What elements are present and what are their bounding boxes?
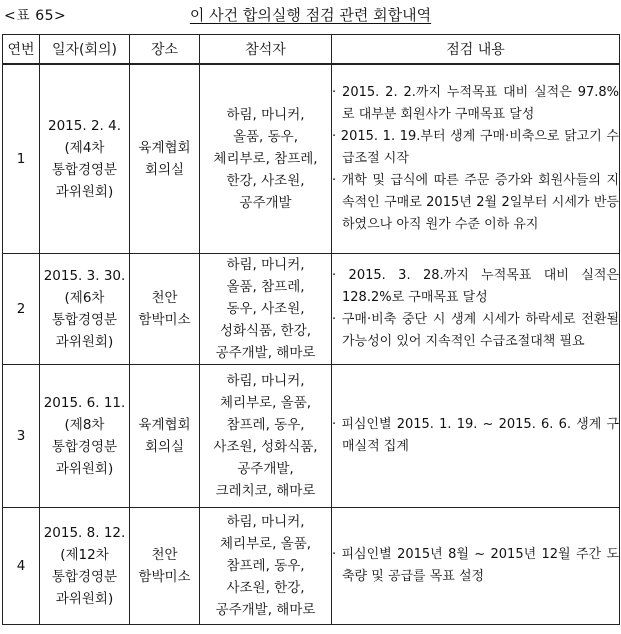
date-line: 과위원회) bbox=[55, 334, 114, 350]
cell-date bbox=[40, 64, 130, 254]
attendee-line: 참프레, 동우, bbox=[226, 417, 305, 433]
content-item: · 피심인별 2015년 8월 ~ 2015년 12월 주간 도축량 및 공급를 목표 설정 bbox=[332, 544, 619, 588]
attendee-line: 사조원, 성화식품, bbox=[213, 439, 318, 455]
date-line: 통합경영분 bbox=[51, 162, 118, 178]
table-row bbox=[3, 508, 620, 625]
place-line: 천안 bbox=[151, 290, 178, 306]
cell-no: 2 bbox=[3, 254, 40, 365]
attendee-line: 성화식품, 한강, bbox=[219, 323, 312, 339]
attendee-line: 하림, 마니커, bbox=[226, 257, 305, 273]
date-line: 통합경영분 bbox=[51, 312, 118, 328]
table-row bbox=[3, 64, 620, 254]
header-no: 연번 bbox=[3, 35, 40, 65]
attendee-line: 공주개발 bbox=[239, 195, 292, 211]
place-line: 육계협회 bbox=[138, 140, 191, 156]
document-title-wrapper bbox=[0, 4, 621, 25]
attendee-line: 공주개발, 해마로 bbox=[215, 345, 316, 361]
content-item: · 피심인별 2015. 1. 19. ~ 2015. 6. 6. 생계 구매실적 집계 bbox=[332, 414, 619, 458]
cell-place bbox=[130, 254, 200, 365]
cell-no: 1 bbox=[3, 64, 40, 254]
date-line: (제4차 bbox=[64, 140, 105, 156]
content-item: · 2015. 2. 2.까지 누적목표 대비 실적은 97.8%로 대부분 회원사가 구매목표 달성 bbox=[332, 82, 619, 126]
attendee-line: 하림, 마니커, bbox=[226, 373, 305, 389]
table-label: <표 65> bbox=[4, 8, 67, 24]
place-line: 천안 bbox=[151, 547, 178, 563]
attendee-line: 체리부로, 참프레, bbox=[213, 151, 318, 167]
header-place: 장소 bbox=[130, 35, 200, 65]
attendee-line: 참프레, 동우, bbox=[226, 558, 305, 574]
cell-place bbox=[130, 365, 200, 508]
attendee-line: 크레치코, 해마로 bbox=[215, 483, 316, 499]
date-line: (제8차 bbox=[64, 417, 105, 433]
cell-no: 4 bbox=[3, 508, 40, 625]
title-row bbox=[0, 0, 621, 30]
attendee-line: 공주개발, 해마로 bbox=[215, 602, 316, 618]
attendee-line: 공주개발, bbox=[237, 461, 294, 477]
place-line: 회의실 bbox=[144, 162, 185, 178]
content-item: · 2015. 3. 28.까지 누적목표 대비 실적은 128.2%로 구매목표 달성 bbox=[332, 265, 619, 309]
cell-contents bbox=[332, 64, 620, 254]
attendee-line: 한강, 사조원, bbox=[226, 173, 305, 189]
attendee-line: 올품, 참프레, bbox=[226, 279, 305, 295]
cell-place bbox=[130, 64, 200, 254]
header-contents: 점검 내용 bbox=[332, 35, 620, 65]
date-line: 과위원회) bbox=[55, 591, 114, 607]
cell-no: 3 bbox=[3, 365, 40, 508]
cell-contents bbox=[332, 365, 620, 508]
header-attendees: 참석자 bbox=[200, 35, 332, 65]
cell-date bbox=[40, 508, 130, 625]
cell-date bbox=[40, 365, 130, 508]
cell-contents bbox=[332, 254, 620, 365]
date-line: (제12차 bbox=[60, 547, 109, 563]
cell-place bbox=[130, 508, 200, 625]
header-date: 일자(회의) bbox=[40, 35, 130, 65]
place-line: 회의실 bbox=[144, 439, 185, 455]
place-line: 함박미소 bbox=[138, 569, 191, 585]
cell-attendees bbox=[200, 365, 332, 508]
date-line: 과위원회) bbox=[55, 184, 114, 200]
content-item: · 구매·비축 중단 시 생계 시세가 하락세로 전환될 가능성이 있어 지속적인 수급조절대책 필요 bbox=[332, 309, 619, 353]
cell-contents bbox=[332, 508, 620, 625]
meeting-table bbox=[2, 34, 620, 625]
place-line: 육계협회 bbox=[138, 417, 191, 433]
attendee-line: 체리부로, 올품, bbox=[219, 536, 312, 552]
attendee-line: 하림, 마니커, bbox=[226, 107, 305, 123]
date-line: 2015. 8. 12. bbox=[43, 525, 126, 541]
date-line: (제6차 bbox=[64, 290, 105, 306]
attendee-line: 체리부로, 올품, bbox=[219, 395, 312, 411]
attendee-line: 올품, 동우, bbox=[232, 129, 299, 145]
table-row bbox=[3, 365, 620, 508]
date-line: 2015. 6. 11. bbox=[43, 395, 126, 411]
header-row bbox=[3, 35, 620, 65]
content-item: · 개학 및 급식에 따른 주문 증가와 회원사들의 지속적인 구매로 2015년 2월 2일부터 시세가 반등하였으나 아직 원가 수준 이하 유지 bbox=[332, 170, 619, 236]
date-line: 통합경영분 bbox=[51, 439, 118, 455]
document-title: 이 사건 합의실행 점검 관련 회합내역 bbox=[189, 6, 432, 24]
date-line: 통합경영분 bbox=[51, 569, 118, 585]
place-line: 함박미소 bbox=[138, 312, 191, 328]
cell-attendees bbox=[200, 254, 332, 365]
date-line: 과위원회) bbox=[55, 461, 114, 477]
cell-date bbox=[40, 254, 130, 365]
date-line: 2015. 2. 4. bbox=[48, 118, 121, 134]
cell-attendees bbox=[200, 64, 332, 254]
table-row bbox=[3, 254, 620, 365]
attendee-line: 사조원, 한강, bbox=[226, 580, 305, 596]
attendee-line: 동우, 사조원, bbox=[226, 301, 305, 317]
date-line: 2015. 3. 30. bbox=[43, 268, 126, 284]
content-item: · 2015. 1. 19.부터 생계 구매·비축으로 닭고기 수급조절 시작 bbox=[332, 126, 619, 170]
attendee-line: 하림, 마니커, bbox=[226, 514, 305, 530]
cell-attendees bbox=[200, 508, 332, 625]
